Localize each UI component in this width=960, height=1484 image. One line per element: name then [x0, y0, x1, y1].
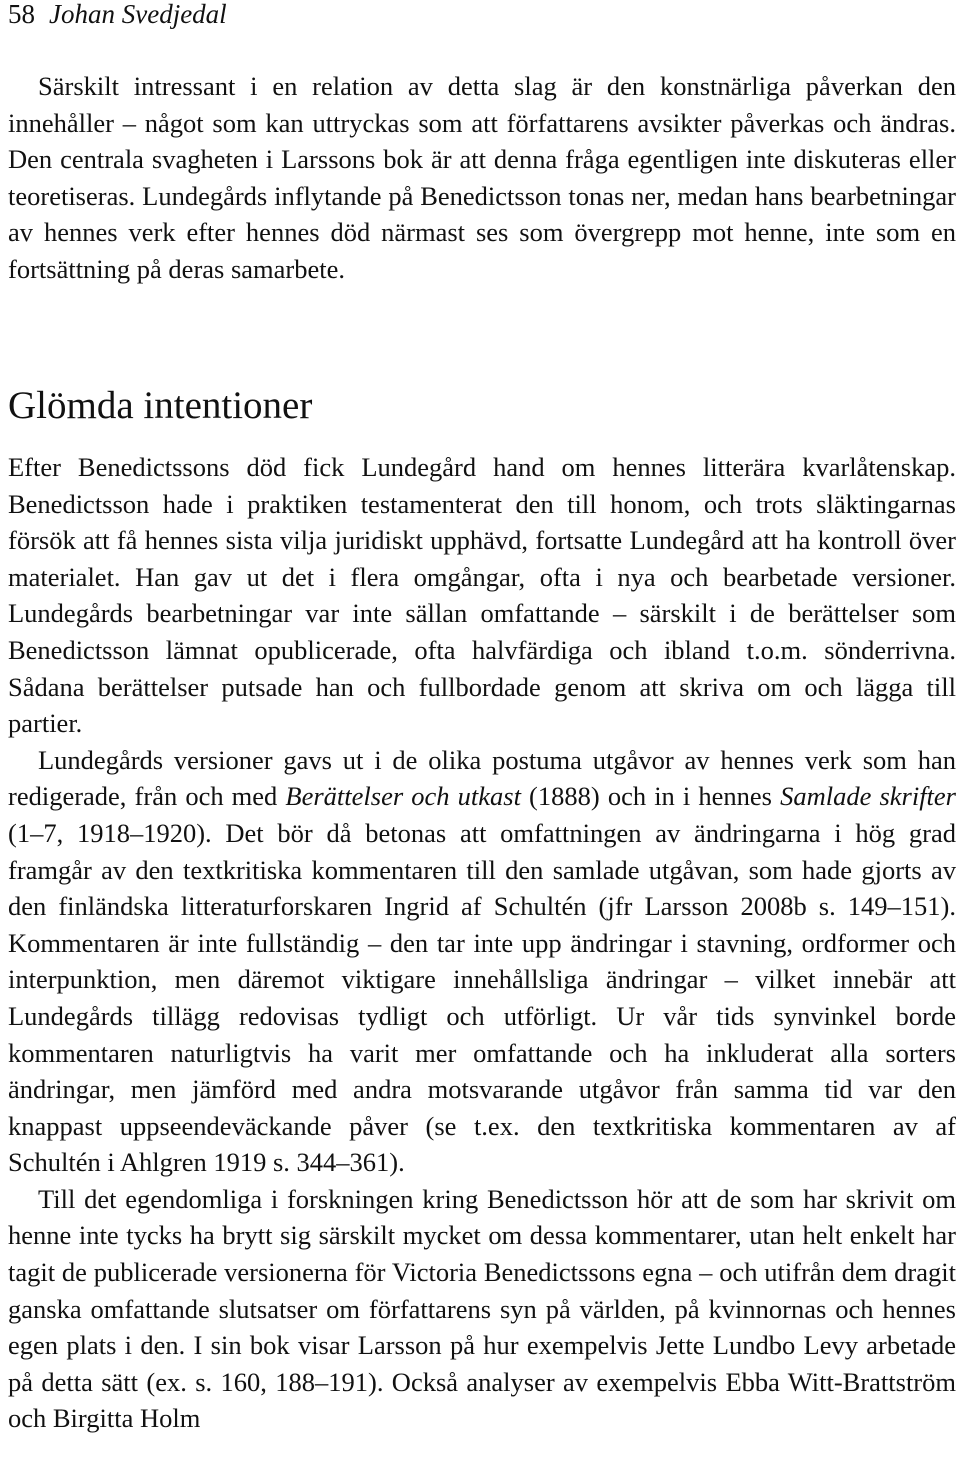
intro-paragraph: Särskilt intressant i en relation av detta slag är den konstnärliga påverkan den innehåller – något som kan uttryckas som att författarens avsikter påverkas och ändras. Den centrala svagheten i Larssons bok är att denna fråga egentligen inte diskuteras eller teoretiseras. Lundegårds inflytande på Benedictsson tonas ner, medan hans bearbetningar av hennes verk efter hennes död närmast ses som övergrepp mot henne, inte som en fortsättning på deras samarbete. — [8, 71, 956, 284]
intro-text-block — [8, 68, 956, 288]
paragraph-2-text-2: (1888) och in i hennes — [520, 781, 781, 812]
page-number: 58 — [8, 0, 35, 29]
section-paragraph-1: Efter Benedictssons död fick Lundegård hand om hennes litterära kvarlåtenskap. Benedictsson hade i praktiken testamenterat den till honom, och trots släktingarnas försök att få hennes sista vilja juridiskt upphävd, fortsatte Lundegård att ha kontroll över materialet. Han gav ut det i flera omgångar, ofta i nya och bearbetade versioner. Lundegårds bearbetningar var inte sällan omfattande – särskilt i de berättelser som Benedictsson lämnat opublicerade, ofta halvfärdiga och ibland t.o.m. sönderrivna. Sådana berättelser putsade han och fullbordade genom att skriva om och lägga till partier. — [8, 452, 956, 739]
running-head — [8, 0, 227, 32]
section-paragraph-3: Till det egendomliga i forskningen kring Benedictsson hör att de som har skrivit om henne inte tycks ha brytt sig särskilt mycket om dessa kommentarer, utan helt enkelt har tagit de publicerade versionerna för Victoria Benedictssons egna – och utifrån dem dragit ganska omfattande slutsatser om författarens syn på världen, på kvinnornas och hennes egen plats i den. I sin bok visar Larsson på hur exempelvis Jette Lundbo Levy arbetade på detta sätt (ex. s. 160, 188–191). Också analyser av exempelvis Ebba Witt-Brattström och Birgitta Holm — [8, 1183, 956, 1434]
book-title-berattelser: Berättelser och utkast — [285, 781, 521, 812]
book-title-samlade-skrifter: Samlade skrifter — [780, 781, 956, 812]
running-head-author: Johan Svedjedal — [49, 0, 227, 29]
section-heading: Glömda intentioner — [8, 384, 313, 427]
section-paragraph-2 — [8, 742, 956, 1181]
paragraph-2-text-3: (1–7, 1918–1920). Det bör då betonas att omfattningen av ändringarna i hög grad framgår av den textkritiska kommentaren till den samlade utgåvan, som hade gjorts av den finländska litteraturforskaren Ingrid af Schultén (jfr Larsson 2008b s. 149–151). Kommentaren är inte fullständig – den tar inte upp ändringar i stavning, ordformer och interpunktion, men däremot viktigare innehållsliga ändringar – vilket innebär att Lundegårds tillägg redovisas tydligt och utförligt. Ur vår tids synvinkel borde kommentaren naturligtvis ha varit mer omfattande och ha inkluderat alla sorters ändringar, men jämförd med andra motsvarande utgåvor från samma tid var den knappast uppseendeväckande påver (se t.ex. den textkritiska kommentaren av af Schultén i Ahlgren 1919 s. 344–361). — [8, 817, 956, 1178]
paragraph-2-text-1: Lundegårds versioner gavs ut i de olika postuma utgåvor av hennes verk som han redigerade, från och med — [8, 744, 956, 812]
section-text-block — [8, 449, 956, 1437]
